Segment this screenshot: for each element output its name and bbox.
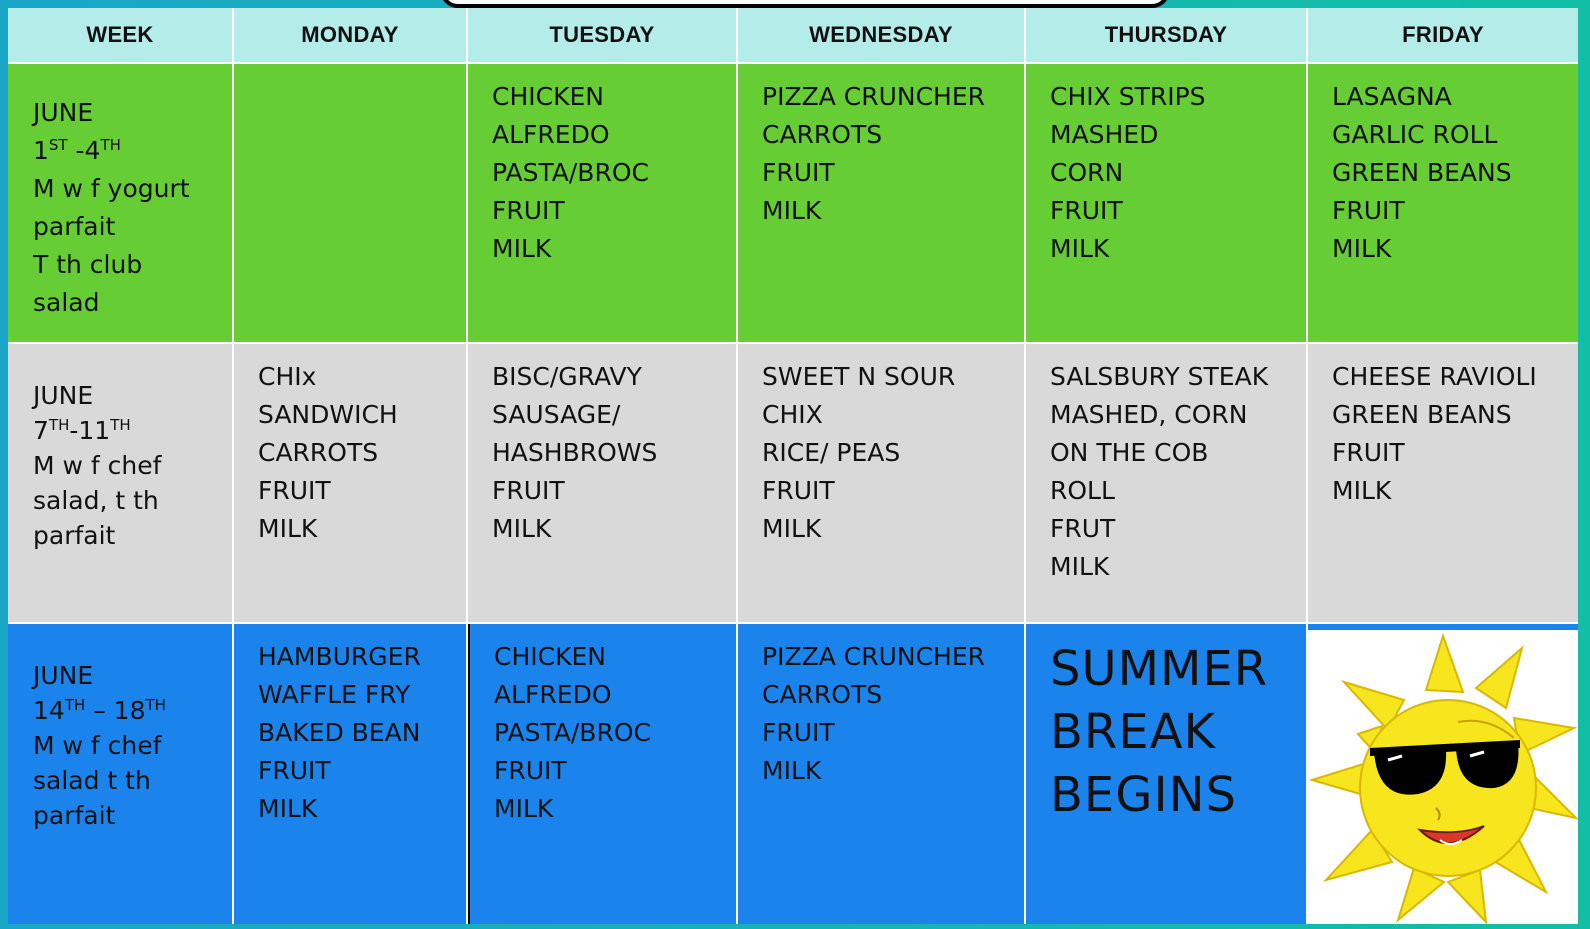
header-week: WEEK [8,8,232,62]
menu-item: GREEN BEANS [1332,400,1512,429]
week2-thursday-cell [1026,344,1306,622]
menu-item: GARLIC ROLL [1332,120,1498,149]
menu-item: ALFREDO [494,680,612,709]
week3-month: JUNE [33,661,94,690]
week3-thursday-cell [1026,624,1306,924]
menu-item: MASHED [1050,120,1159,149]
title-tab-frame [440,0,1170,8]
week1-start: 1 [33,136,49,165]
menu-item: CHIx [258,362,317,391]
sun-with-sunglasses-icon [1308,630,1578,924]
week1-end-suffix: TH [100,136,121,154]
week3-end: – 18 [85,696,146,725]
menu-item: MILK [1332,476,1392,505]
week2-note-line: parfait [33,521,116,550]
menu-item: ROLL [1050,476,1115,505]
week3-note-line: M w f chef [33,731,162,760]
menu-item: FRUIT [1332,438,1405,467]
week2-note-line: salad, t th [33,486,159,515]
menu-item: CARROTS [762,120,883,149]
menu-item: MILK [492,514,552,543]
menu-item: PIZZA CRUNCHER [762,642,985,671]
week3-wednesday-cell [738,624,1024,924]
menu-item: MILK [494,794,554,823]
week3-start-suffix: TH [64,696,86,714]
week3-end-suffix: TH [145,696,166,714]
menu-item: CARROTS [762,680,883,709]
week3-start: 14 [33,696,65,725]
week1-label-cell [8,64,232,342]
menu-item: WAFFLE FRY [258,680,411,709]
menu-item: CHEESE RAVIOLI [1332,362,1537,391]
week2-label-cell [8,344,232,622]
summer-break-line: BREAK [1050,704,1216,760]
week1-month: JUNE [33,98,94,127]
header-wednesday: WEDNESDAY [738,8,1024,62]
menu-item: SALSBURY STEAK [1050,362,1269,391]
week3-label-cell [8,624,232,924]
menu-item: RICE/ PEAS [762,438,901,467]
menu-item: FRUIT [762,718,835,747]
menu-item: BAKED BEAN [258,718,421,747]
header-thursday: THURSDAY [1026,8,1306,62]
week1-note-line: salad [33,288,100,317]
week2-wednesday-cell [738,344,1024,622]
week1-tuesday-cell [468,64,736,342]
header-monday: MONDAY [234,8,466,62]
summer-break-line: SUMMER [1050,641,1269,697]
week3-tuesday-cell [468,624,736,924]
menu-item: FRUIT [258,756,331,785]
week2-dates [33,413,232,448]
week1-thursday-cell [1026,64,1306,342]
menu-item: PASTA/BROC [492,158,649,187]
week3-monday-cell [234,624,466,924]
week2-note-line: M w f chef [33,451,162,480]
menu-item: FRUIT [258,476,331,505]
week2-end-suffix: TH [110,416,131,434]
week2-monday-cell [234,344,466,622]
menu-item: MILK [258,794,318,823]
menu-item: MILK [1050,234,1110,263]
menu-item: ALFREDO [492,120,610,149]
menu-item: PIZZA CRUNCHER [762,82,985,111]
week1-dates [33,132,232,170]
menu-item: BISC/GRAVY [492,362,642,391]
menu-item: MILK [258,514,318,543]
menu-item: FRUIT [492,476,565,505]
week3-dates [33,693,232,728]
week3-note-line: salad t th [33,766,151,795]
week1-end: -4 [67,136,101,165]
menu-item: FRUIT [1050,196,1123,225]
menu-item: MILK [762,514,822,543]
week3-friday-cell [1308,624,1578,924]
menu-item: ON THE COB [1050,438,1209,467]
week2-friday-cell [1308,344,1578,622]
week2-tuesday-cell [468,344,736,622]
menu-item: SANDWICH [258,400,398,429]
lunch-menu-table [8,8,1578,924]
week1-friday-cell [1308,64,1578,342]
summer-break-line: BEGINS [1050,767,1237,823]
week1-note-line: M w f yogurt [33,174,190,203]
week1-monday-cell [234,64,466,342]
menu-item: CHIX STRIPS [1050,82,1206,111]
week1-start-suffix: ST [48,136,68,154]
menu-item: FRUIT [762,476,835,505]
menu-item: CHICKEN [492,82,604,111]
menu-item: MILK [762,756,822,785]
menu-item: PASTA/BROC [494,718,651,747]
menu-item: CHIX [762,400,823,429]
sun-face [1360,700,1536,876]
week2-start-suffix: TH [48,416,70,434]
week2-month: JUNE [33,381,94,410]
menu-item: CARROTS [258,438,379,467]
menu-item: CORN [1050,158,1124,187]
menu-item: FRUT [1050,514,1116,543]
week1-note-line: T th club [33,250,143,279]
menu-item: MILK [762,196,822,225]
menu-item: FRUIT [1332,196,1405,225]
week1-wednesday-cell [738,64,1024,342]
menu-item: GREEN BEANS [1332,158,1512,187]
header-friday: FRIDAY [1308,8,1578,62]
menu-item: SAUSAGE/ [492,400,621,429]
menu-item: LASAGNA [1332,82,1452,111]
menu-item: MILK [1332,234,1392,263]
week2-start: 7 [33,416,49,445]
week1-note-line: parfait [33,212,116,241]
menu-item: MASHED, CORN [1050,400,1248,429]
menu-item: FRUIT [762,158,835,187]
header-tuesday: TUESDAY [468,8,736,62]
menu-item: FRUIT [494,756,567,785]
week3-note-line: parfait [33,801,116,830]
menu-item: CHICKEN [494,642,606,671]
menu-item: HASHBROWS [492,438,658,467]
menu-item: SWEET N SOUR [762,362,956,391]
week2-end: -11 [69,416,111,445]
menu-item: HAMBURGER [258,642,421,671]
menu-item: MILK [1050,552,1110,581]
menu-item: MILK [492,234,552,263]
menu-item: FRUIT [492,196,565,225]
